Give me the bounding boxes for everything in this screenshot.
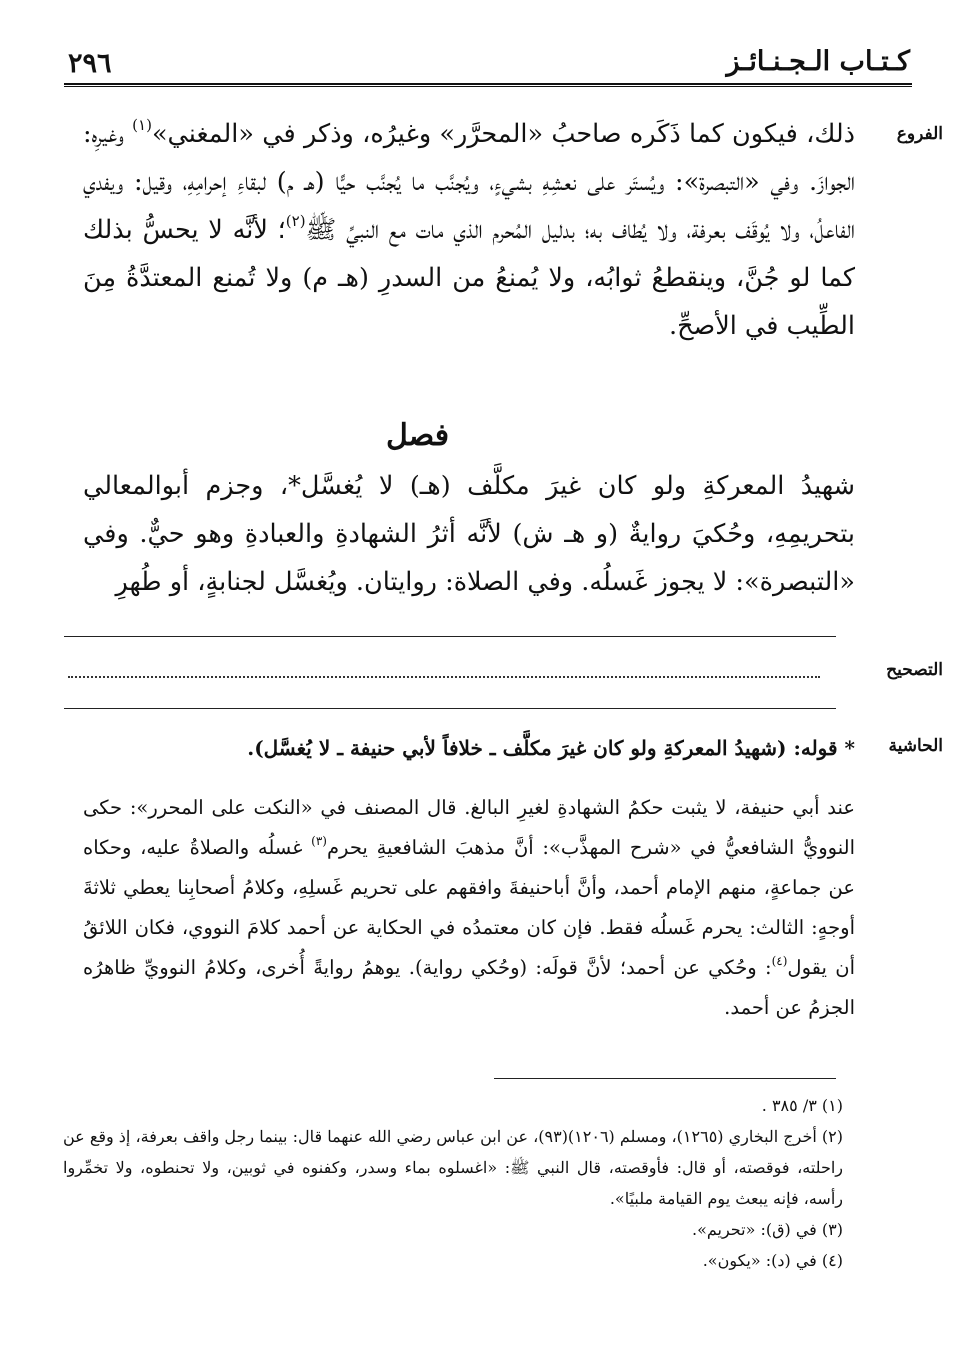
footnote-4 bbox=[63, 1245, 843, 1276]
hashiya-paragraph bbox=[83, 788, 855, 1028]
footnote-3 bbox=[63, 1214, 843, 1245]
main-p1-part-b: وغيرِه: الجوازَ. وفي «التبصرة»: ويُستَر على نعشِهِ بشيءٍ، ويُجنَّب ما يُجنَّب حيًّا (هـ م) لبقاءِ إحرامِهِ، وقيل: ويفدي الفاعلُ، ولا يُوقَف بعرفة، ولا يُطاف به؛ بدليل المُحرم الذي مات مع النبيِّ ﷺ bbox=[83, 119, 855, 245]
main-paragraph-1 bbox=[83, 110, 855, 350]
footnote-3-number: (٣) bbox=[821, 1220, 843, 1239]
footnote-4-number: (٤) bbox=[821, 1251, 843, 1270]
footnote-1 bbox=[63, 1090, 843, 1121]
hashiya-title: * قوله: (شهيدُ المعركةِ ولو كان غيرَ مكلَّف ـ خلافاً لأبي حنيفة ـ لا يُغسَّل). bbox=[247, 736, 855, 760]
book-title: كـتـاب الـجـنـائـز bbox=[726, 46, 910, 77]
label-hashiya: الحاشية bbox=[888, 736, 943, 756]
footnotes bbox=[63, 1090, 843, 1276]
footnote-3-text: في (ق): «تحريم». bbox=[691, 1220, 817, 1239]
hashiya-part-c: : وحُكي عن أحمد؛ لأنَّ قولَه: (وحُكي رواية). يوهمُ روايةً أُخرى، وكلامُ النوويِّ ظاهرُه الجزمُ عن أحمد. bbox=[83, 956, 855, 1019]
footnote-2-number: (٢) bbox=[821, 1127, 843, 1146]
label-furu: الفروع bbox=[896, 124, 943, 144]
main-p1-part-a: ذلك، فيكون كما ذَكَره صاحبُ «المحرَّر» وغيرُه، وذكر في «المغني» bbox=[151, 119, 855, 149]
hashiya-part-a: عند أبي حنيفة، لا يثبت حكمُ الشهادةِ لغيرِ البالغ. قال المصنف في «النكت على المحرر»: حكى النوويُّ الشافعيُّ في «شرح المهذَّب»: أنَّ مذهبَ الشافعيةِ يحرم bbox=[83, 796, 855, 859]
tashih-rule bbox=[64, 708, 836, 709]
page-number: ٢٩٦ bbox=[68, 48, 112, 79]
footnote-1-text: ٣/ ٣٨٥ . bbox=[761, 1096, 817, 1115]
tashih-dotted-line bbox=[68, 676, 820, 678]
footnote-1-number: (١) bbox=[821, 1096, 843, 1115]
section-heading: فصل bbox=[385, 418, 450, 453]
hashiya-part-b: غسلُه والصلاةُ عليه، وحكاه عن جماعةٍ، منهم الإمام أحمد، وأنَّ أباحنيفةَ وافقهم على تحريم غَسلِهِ، وكلامُ أصحابِنا يعطي ثلاثةَ أوجهٍ: الثالث: يحرم غَسلُه فقط. فإن كان معتمدُه في الحكاية عن أحمد كلامَ النووي، فكان اللائقُ أن يقول bbox=[83, 836, 856, 979]
footnote-separator bbox=[494, 1078, 836, 1079]
label-tashih: التصحيح bbox=[886, 660, 943, 680]
header-rule bbox=[64, 83, 912, 87]
footnote-4-text: في (د): «يكون». bbox=[702, 1251, 817, 1270]
main-paragraph-2: شهيدُ المعركةِ ولو كان غيرَ مكلَّف (هـ) لا يُغسَّل*، وجزم أبوالمعالي بتحريمِهِ، وحُكيَ روايةٌ (و هـ ش) لأنَّه أثرُ الشهادةِ والعبادةِ وهو حيٌّ. وفي «التبصرة»: لا يجوز غَسلُه. وفي الصلاة: روايتان. ويُغسَّل لجنابةٍ، أو طُهرِ bbox=[83, 471, 855, 597]
main-p1-part-c: ؛ لأنَّه لا يحسُّ بذلك كما لو جُنَّ، وينقطعُ ثوابُه، ولا يُمنعُ من السدرِ (هـ م) ولا تُمنع المعتدَّةُ مِنَ الطِّيب في الأصحِّ. bbox=[83, 215, 855, 341]
footnote-2 bbox=[63, 1121, 843, 1214]
footnote-2-text: أخرج البخاري (١٢٦٥)، ومسلم (١٢٠٦)(٩٣)، عن ابن عباس رضي الله عنهما قال: بينما رجل واقف بعرفة، إذ وقع عن راحلته، فوقصته، أو قال: فأوقصته، قال النبي ﷺ: «اغسلوه بماء وسدر، وكفنوه في ثوبين، ولا تحنطوه، ولا تخمِّروا رأسه، فإنه يبعث يوم القيامة ملبيًا». bbox=[63, 1127, 843, 1208]
page-header bbox=[68, 44, 910, 84]
main-text-rule bbox=[64, 636, 836, 637]
footnote-ref-1: (١) bbox=[132, 116, 152, 134]
footnote-ref-4: (٤) bbox=[771, 954, 788, 968]
footnote-ref-3: (٣) bbox=[311, 834, 327, 848]
footnote-ref-2: (٢) bbox=[285, 212, 306, 230]
